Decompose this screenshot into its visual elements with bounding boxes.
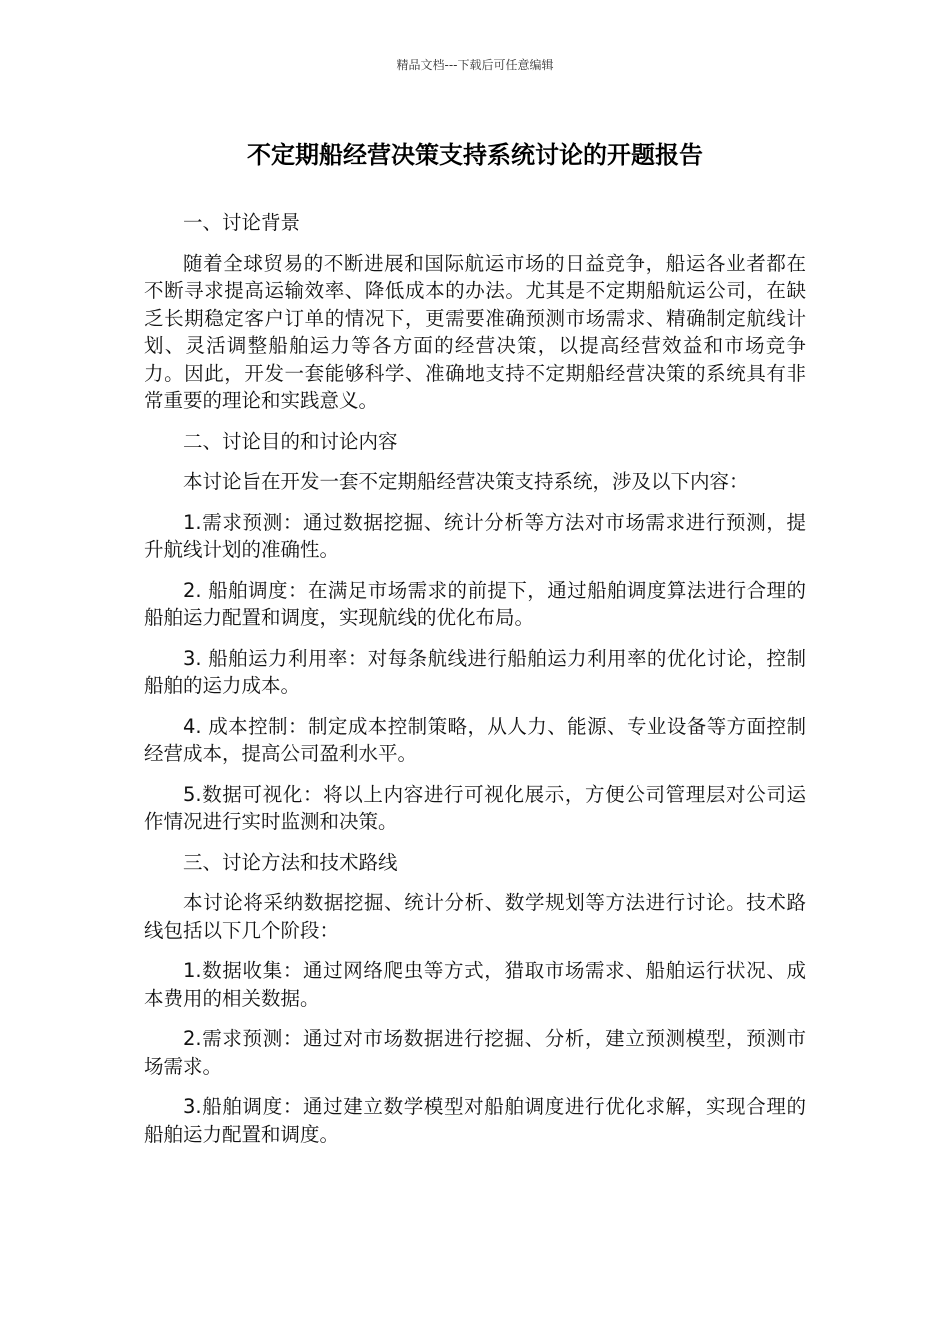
list-item: 1.数据收集：通过网络爬虫等方式，猎取市场需求、船舶运行状况、成本费用的相关数据。 (144, 959, 806, 1010)
list-item: 3. 船舶运力利用率：对每条航线进行船舶运力利用率的优化讨论，控制船舶的运力成本。 (144, 646, 806, 697)
list-item: 1.需求预测：通过数据挖掘、统计分析等方法对市场需求进行预测，提升航线计划的准确性。 (144, 510, 806, 561)
page-header: 精品文档---下载后可任意编辑 (396, 58, 554, 72)
section-heading: 三、讨论方法和技术路线 (183, 850, 398, 874)
list-item: 2.需求预测：通过对市场数据进行挖掘、分析，建立预测模型，预测市场需求。 (144, 1027, 806, 1078)
document-body (144, 209, 806, 1148)
paragraph: 本讨论将采纳数据挖掘、统计分析、数学规划等方法进行讨论。技术路线包括以下几个阶段： (144, 891, 806, 942)
section-heading: 一、讨论背景 (183, 211, 301, 234)
list-item: 4. 成本控制：制定成本控制策略，从人力、能源、专业设备等方面控制经营成本，提高公司盈利水平。 (144, 714, 806, 765)
list-item: 3.船舶调度：通过建立数学模型对船舶调度进行优化求解，实现合理的船舶运力配置和调度。 (144, 1095, 806, 1146)
list-item: 2. 船舶调度：在满足市场需求的前提下，通过船舶调度算法进行合理的船舶运力配置和调度，实现航线的优化布局。 (144, 578, 806, 629)
paragraph: 随着全球贸易的不断进展和国际航运市场的日益竞争，船运各业者都在不断寻求提高运输效率、降低成本的办法。尤其是不定期船航运公司，在缺乏长期稳定客户订单的情况下，更需要准确预测市场需求、精确制定航线计划、灵活调整船舶运力等各方面的经营决策，以提高经营效益和市场竞争力。因此，开发一套能够科学、准确地支持不定期船经营决策的系统具有非常重要的理论和实践意义。 (144, 251, 806, 412)
list-item: 5.数据可视化：将以上内容进行可视化展示，方便公司管理层对公司运作情况进行实时监测和决策。 (144, 782, 806, 833)
section-heading: 二、讨论目的和讨论内容 (183, 429, 398, 453)
document-title: 不定期船经营决策支持系统讨论的开题报告 (247, 141, 703, 169)
paragraph: 本讨论旨在开发一套不定期船经营决策支持系统，涉及以下内容： (183, 470, 749, 493)
